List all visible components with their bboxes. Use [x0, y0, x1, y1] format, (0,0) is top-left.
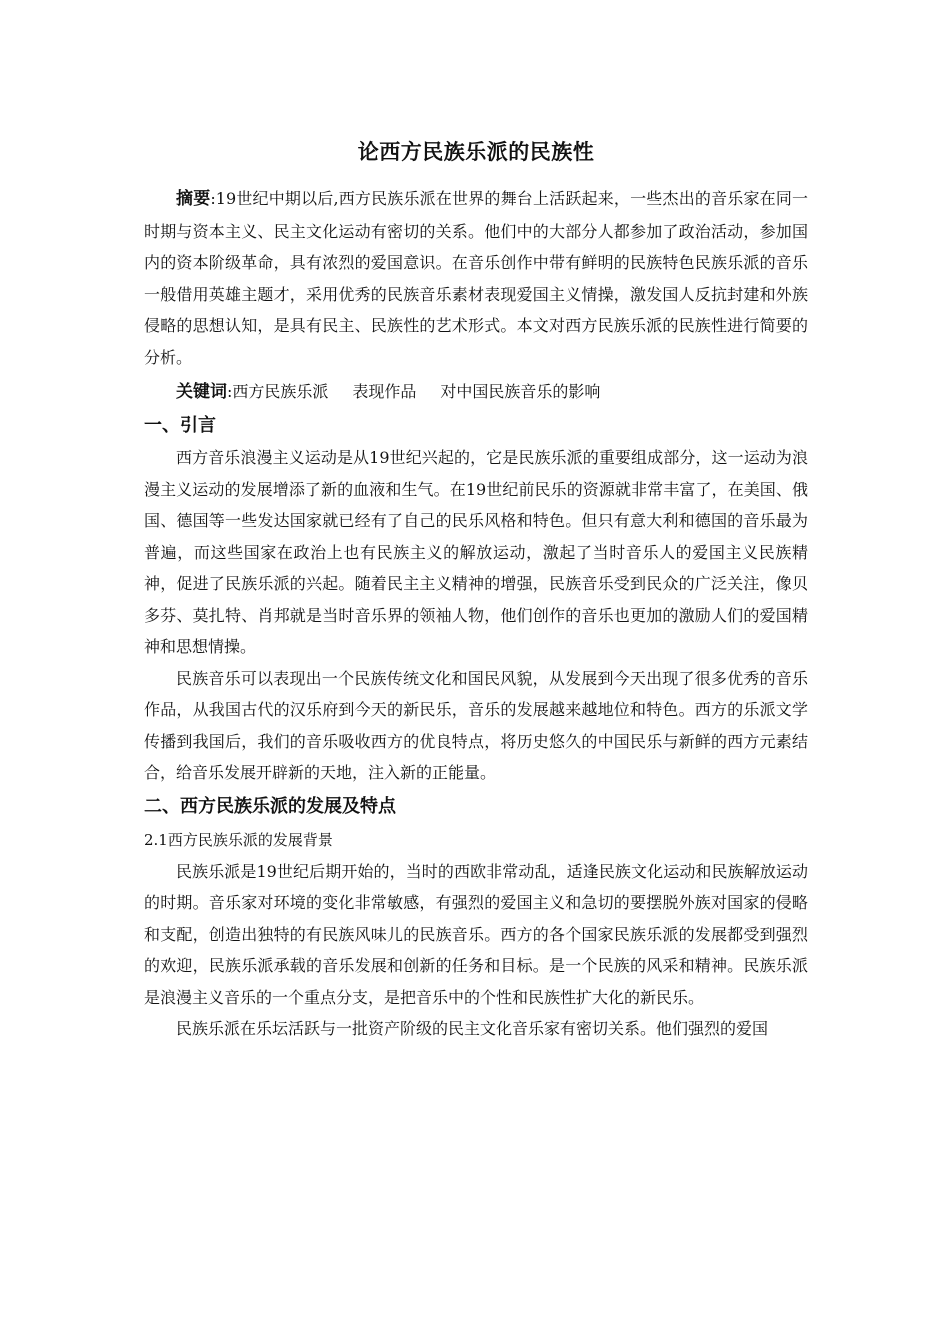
body-paragraph: 西方音乐浪漫主义运动是从19世纪兴起的，它是民族乐派的重要组成部分，这一运动为浪漫主义运动的发展增添了新的血液和生气。在19世纪前民乐的资源就非常丰富了，在美国、俄国、德国等一些发达国家就已经有了自己的民乐风格和特色。但只有意大利和德国的音乐最为普遍，而这些国家在政治上也有民族主义的解放运动，激起了当时音乐人的爱国主义民族精神，促进了民族乐派的兴起。随着民主主义精神的增强，民族音乐受到民众的广泛关注，像贝多芬、莫扎特、肖邦就是当时音乐界的领袖人物，他们创作的音乐也更加的激励人们的爱国精神和思想情操。 — [144, 448, 808, 656]
keywords-colon: : — [227, 382, 233, 401]
body-paragraph: 民族乐派是19世纪后期开始的，当时的西欧非常动乱，适逢民族文化运动和民族解放运动的时期。音乐家对环境的变化非常敏感，有强烈的爱国主义和急切的要摆脱外族对国家的侵略和支配，创造出独特的有民族风味儿的民族音乐。西方的各个国家民族乐派的发展都受到强烈的欢迎，民族乐派承载的音乐发展和创新的任务和目标。是一个民族的风采和精神。民族乐派是浪漫主义音乐的一个重点分支，是把音乐中的个性和民族性扩大化的新民乐。 — [144, 861, 808, 1007]
abstract — [144, 183, 808, 373]
body-paragraph: 民族乐派在乐坛活跃与一批资产阶级的民主文化音乐家有密切关系。他们强烈的爱国 — [176, 1019, 769, 1038]
keyword-item: 表现作品 — [352, 382, 417, 401]
keyword-item: 西方民族乐派 — [232, 382, 329, 401]
keywords — [144, 376, 808, 408]
section-heading-introduction: 一、引言 — [144, 415, 216, 436]
keywords-label: 关键词 — [176, 382, 227, 402]
subsection-heading: 2.1西方民族乐派的发展背景 — [144, 830, 333, 849]
body-paragraph: 民族音乐可以表现出一个民族传统文化和国民风貌，从发展到今天出现了很多优秀的音乐作品，从我国古代的汉乐府到今天的新民乐，音乐的发展越来越地位和特色。西方的乐派文学传播到我国后，我们的音乐吸收西方的优良特点，将历史悠久的中国民乐与新鲜的西方元素结合，给音乐发展开辟新的天地，注入新的正能量。 — [144, 668, 808, 782]
paper-title: 论西方民族乐派的民族性 — [357, 140, 595, 164]
section-heading-development: 二、西方民族乐派的发展及特点 — [144, 795, 396, 817]
abstract-text: :19世纪中期以后,西方民族乐派在世界的舞台上活跃起来，一些杰出的音乐家在同一时期与资本主义、民主文化运动有密切的关系。他们中的大部分人都参加了政治活动，参加国内的资本阶级革命，具有浓烈的爱国意识。在音乐创作中带有鲜明的民族特色民族乐派的音乐一般借用英雄主题才，采用优秀的民族音乐素材表现爱国主义情操，激发国人反抗封建和外族侵略的思想认知，是具有民主、民族性的艺术形式。本文对西方民族乐派的民族性进行简要的分析。 — [144, 189, 809, 367]
keyword-item: 对中国民族音乐的影响 — [440, 382, 601, 401]
abstract-label: 摘要 — [176, 189, 211, 209]
